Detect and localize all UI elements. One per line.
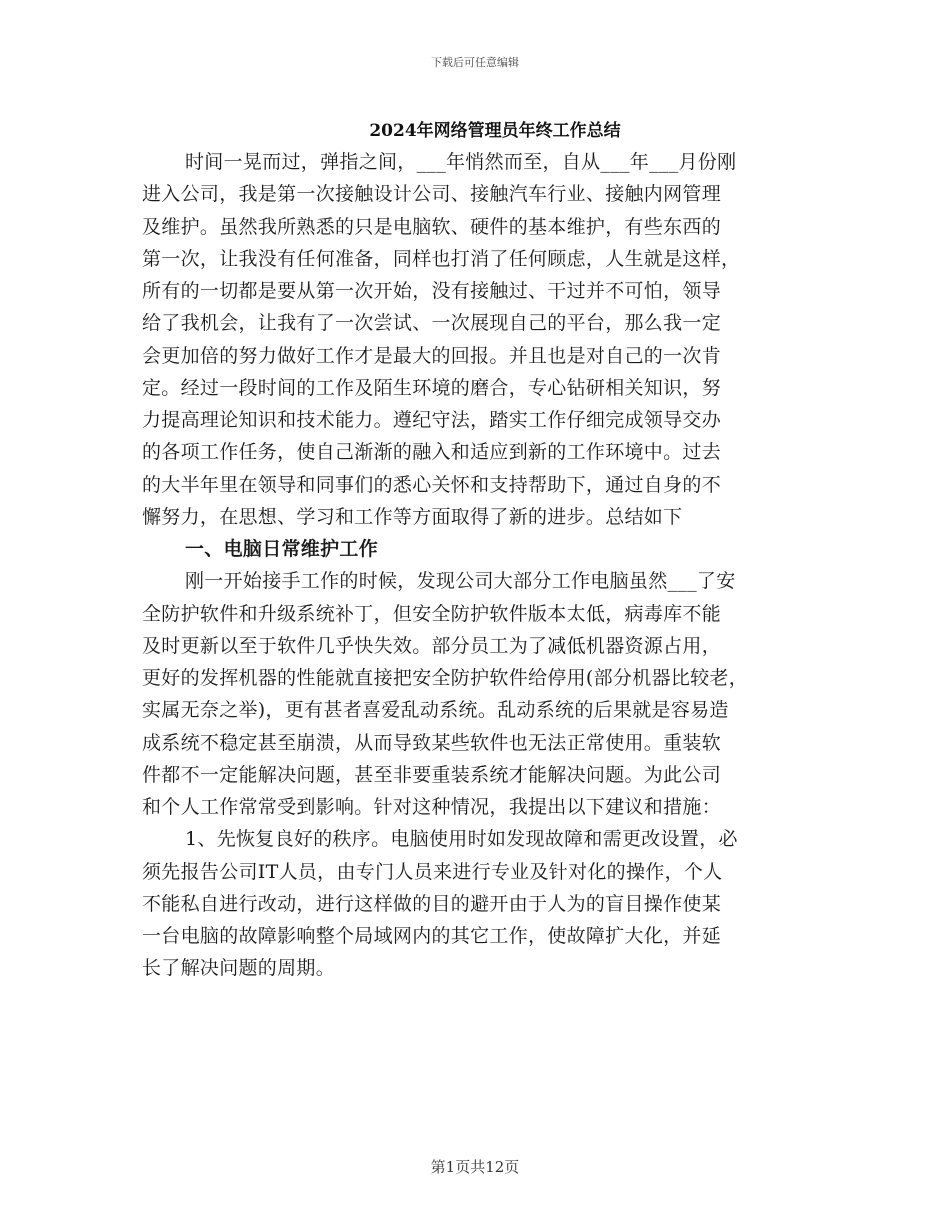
paragraph-line: 给了我机会，让我有了一次尝试、一次展现自己的平台，那么我一定 bbox=[142, 312, 722, 335]
paragraph-line: 第一次，让我没有任何准备，同样也打消了任何顾虑，人生就是这样， bbox=[142, 247, 741, 270]
paragraph-line: 刚一开始接手工作的时候，发现公司大部分工作电脑虽然___了安 bbox=[185, 570, 736, 593]
paragraph-line: 会更加倍的努力做好工作才是最大的回报。并且也是对自己的一次肯 bbox=[142, 344, 722, 367]
paragraph-line: 成系统不稳定甚至崩溃，从而导致某些软件也无法正常使用。重装软 bbox=[142, 731, 722, 754]
paragraph-line: 时间一晃而过，弹指之间，___年悄然而至，自从___年___月份刚 bbox=[185, 151, 737, 173]
paragraph-line: 不能私自进行改动，进行这样做的目的避开由于人为的盲目操作使某 bbox=[142, 892, 722, 915]
paragraph-line: 的大半年里在领导和同事们的悉心关怀和支持帮助下，通过自身的不 bbox=[142, 473, 722, 496]
paragraph-line: 进入公司，我是第一次接触设计公司、接触汽车行业、接触内网管理 bbox=[142, 183, 722, 206]
paragraph-line: 和个人工作常常受到影响。针对这种情况，我提出以下建议和措施： bbox=[142, 796, 722, 818]
paragraph-line: 懈努力，在思想、学习和工作等方面取得了新的进步。总结如下 bbox=[142, 505, 683, 528]
document-body bbox=[142, 146, 822, 985]
paragraph-line: 1、先恢复良好的秩序。电脑使用时如发现故障和需更改设置，必 bbox=[185, 828, 738, 851]
paragraph-line: 长了解决问题的周期。 bbox=[142, 957, 336, 980]
paragraph-line: 更好的发挥机器的性能就直接把安全防护软件给停用(部分机器比较老， bbox=[142, 667, 749, 689]
paragraph-line: 定。经过一段时间的工作及陌生环境的磨合，专心钻研相关知识，努 bbox=[142, 376, 722, 399]
paragraph-line: 全防护软件和升级系统补丁，但安全防护软件版本太低，病毒库不能 bbox=[142, 602, 722, 625]
section-heading: 一、电脑日常维护工作 bbox=[185, 538, 379, 560]
download-note: 下载后可任意编辑 bbox=[431, 56, 519, 69]
page-number: 第1页共12页 bbox=[430, 1158, 520, 1176]
document-title: 2024年网络管理员年终工作总结 bbox=[369, 121, 621, 141]
paragraph-line: 所有的一切都是要从第一次开始，没有接触过、干过并不可怕，领导 bbox=[142, 280, 722, 302]
paragraph-line: 实属无奈之举)，更有甚者喜爱乱动系统。乱动系统的后果就是容易造 bbox=[142, 699, 729, 722]
paragraph-line: 一台电脑的故障影响整个局域网内的其它工作，使故障扩大化，并延 bbox=[142, 925, 722, 947]
paragraph-line: 件都不一定能解决问题，甚至非要重装系统才能解决问题。为此公司 bbox=[142, 763, 722, 786]
paragraph-line: 及时更新以至于软件几乎快失效。部分员工为了减低机器资源占用， bbox=[142, 634, 722, 657]
paragraph-line: 须先报告公司IT人员，由专门人员来进行专业及针对化的操作，个人 bbox=[142, 860, 723, 883]
paragraph-line: 力提高理论知识和技术能力。遵纪守法，踏实工作仔细完成领导交办 bbox=[142, 409, 722, 431]
paragraph-line: 及维护。虽然我所熟悉的只是电脑软、硬件的基本维护，有些东西的 bbox=[142, 215, 722, 238]
paragraph-line: 的各项工作任务，使自己渐渐的融入和适应到新的工作环境中。过去 bbox=[142, 441, 722, 464]
